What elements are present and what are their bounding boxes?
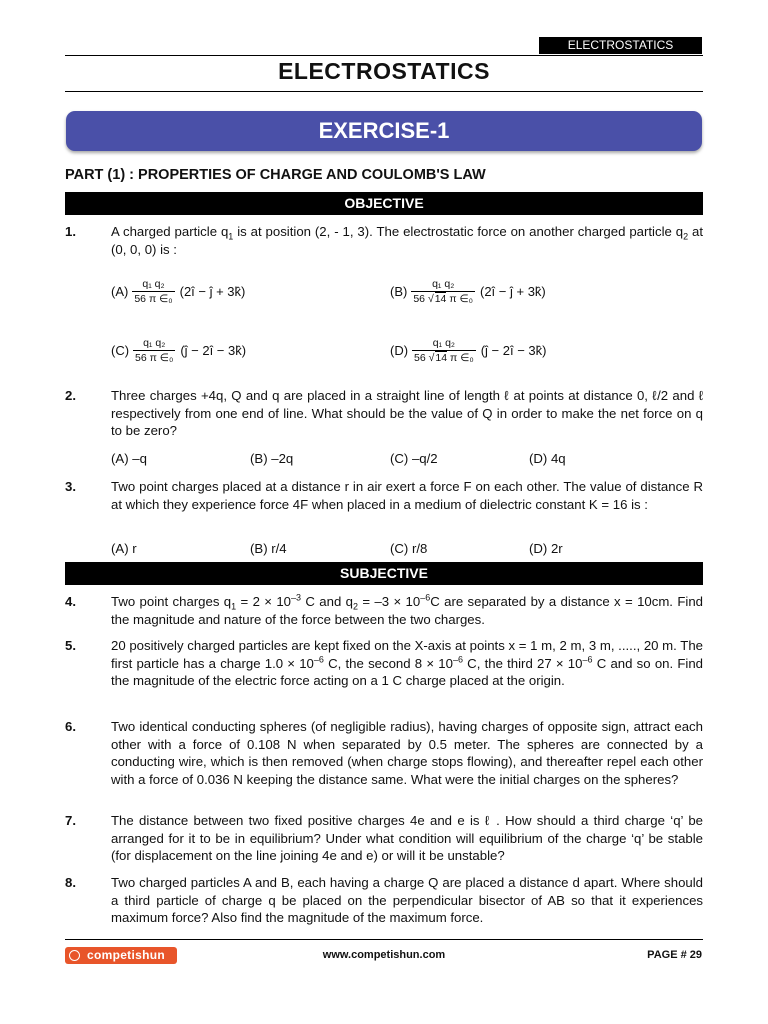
option: (A) –q bbox=[111, 451, 147, 466]
question-number: 8. bbox=[65, 875, 76, 890]
q1-option-b: (B) $\frac{\text{q₁ q₂}}{\text{56 √14 π ∈₀}}$ (2î − ĵ + 3k̂) bbox=[390, 278, 546, 305]
fraction: $\frac{\text{q₁ q₂}}{\text{56 √14 π ∈₀}}$ bbox=[413, 278, 473, 305]
question-3 bbox=[65, 478, 703, 513]
question-text: Three charges +4q, Q and q are placed in a straight line of length ℓ at points at distance 0, ℓ/2 and ℓ respectively from one end of line. What should be the value of Q in order to make the net force on q to be zero? bbox=[111, 388, 703, 438]
page-title: ELECTROSTATICS bbox=[278, 58, 490, 84]
fraction: $\frac{\text{q₁ q₂}}{\text{56 √14 π ∈₀}}$ bbox=[414, 337, 474, 364]
question-1 bbox=[65, 223, 703, 258]
option: (B) –2q bbox=[250, 451, 294, 466]
q1-option-c: (C) $\frac{\text{q₁ q₂}}{\text{56 π ∈₀}}$ (ĵ − 2î − 3k̂) bbox=[111, 337, 247, 364]
question-number: 7. bbox=[65, 813, 76, 828]
option: (B) r/4 bbox=[250, 541, 287, 556]
subjective-section-bar: SUBJECTIVE bbox=[65, 562, 703, 585]
question-2 bbox=[65, 387, 703, 440]
question-8 bbox=[65, 874, 703, 927]
question-text: Two identical conducting spheres (of negligible radius), having charges of opposite sign, attract each other with a force of 0.108 N when separated by 0.5 meter. The spheres are connected by a conducting wire, which is then removed (when charge stops flowing), and thereafter repel each other with a force of 0.036 N keeping the distance same. What were the initial charges on the spheres? bbox=[111, 719, 703, 787]
question-4 bbox=[65, 593, 703, 628]
q1-option-a: (A) $\frac{\text{q₁ q₂}}{\text{56 π ∈₀}}$ (2î − ĵ + 3k̂) bbox=[111, 278, 246, 305]
option: (D) 4q bbox=[529, 451, 566, 466]
question-text: Two point charges $q_1 = 2 \times 10^{-3}$ C and $q_2 = -3 \times 10^{-6}C$ are separated by a distance x = 10cm. Find the magnitude and nature of the force between the two charges. bbox=[111, 592, 703, 627]
question-number: 3. bbox=[65, 479, 76, 494]
question-text: Two charged particles A and B, each having a charge Q are placed a distance d apart. Where should a third particle of charge q be placed on the perpendicular bisector of AB so that it experiences maximum force? Also find the magnitude of the maximum force. bbox=[111, 875, 703, 925]
question-text: A charged particle $q_1$ is at position (2, - 1, 3). The electrostatic force on another charged particle $q_2$ at (0, 0, 0) is : bbox=[111, 224, 704, 257]
option: (D) 2r bbox=[529, 541, 563, 556]
question-number: 4. bbox=[65, 594, 76, 609]
option: (C) r/8 bbox=[390, 541, 428, 556]
question-text: The distance between two fixed positive charges 4e and e is ℓ . How should a third charge ‘q’ be arranged for it to be in equilibrium? Under what condition will equilibrium of the charge ‘q’ be stable (for displacement on the line joining 4e and e) or will it be unstable? bbox=[111, 813, 703, 863]
question-text: 20 positively charged particles are kept fixed on the X-axis at points x = 1 m, 2 m, 3 m, ....., 20 m. The first particle has a charge $1.0 \times 10^{-6}$ C, the second $8 \times 10^{-6}$ C, the third $27 \times 10^{-6}$ C and so on. Find the magnitude of the electric force acting on a 1 C charge placed at the origin. bbox=[111, 638, 704, 688]
question-text: Two point charges placed at a distance r in air exert a force F on each other. The value of distance R at which they experience force 4F when placed in a medium of dielectric constant K = 16 is : bbox=[111, 479, 703, 512]
page-number: PAGE # 29 bbox=[647, 949, 702, 961]
question-5 bbox=[65, 637, 703, 690]
option: (A) r bbox=[111, 541, 137, 556]
question-number: 5. bbox=[65, 638, 76, 653]
publisher-logo: competishun bbox=[65, 947, 177, 964]
option: (C) –q/2 bbox=[390, 451, 438, 466]
header-rule-bottom bbox=[65, 91, 703, 92]
q1-option-d: (D) $\frac{\text{q₁ q₂}}{\text{56 √14 π ∈₀}}$ (ĵ − 2î − 3k̂) bbox=[390, 337, 547, 364]
question-6 bbox=[65, 718, 703, 788]
footer-rule bbox=[65, 939, 703, 940]
header-subject-tag: ELECTROSTATICS bbox=[539, 37, 702, 54]
fraction: $\frac{\text{q₁ q₂}}{\text{56 π ∈₀}}$ bbox=[135, 337, 174, 364]
question-7 bbox=[65, 812, 703, 865]
question-number: 2. bbox=[65, 388, 76, 403]
question-number: 1. bbox=[65, 224, 76, 239]
fraction: $\frac{\text{q₁ q₂}}{\text{56 π ∈₀}}$ bbox=[134, 278, 173, 305]
footer-url: www.competishun.com bbox=[322, 949, 446, 961]
objective-section-bar: OBJECTIVE bbox=[65, 192, 703, 215]
header-rule-top bbox=[65, 55, 703, 56]
exercise-banner: EXERCISE-1 bbox=[66, 111, 702, 151]
part-title: PART (1) : PROPERTIES OF CHARGE AND COULOMB'S LAW bbox=[65, 167, 486, 183]
question-number: 6. bbox=[65, 719, 76, 734]
